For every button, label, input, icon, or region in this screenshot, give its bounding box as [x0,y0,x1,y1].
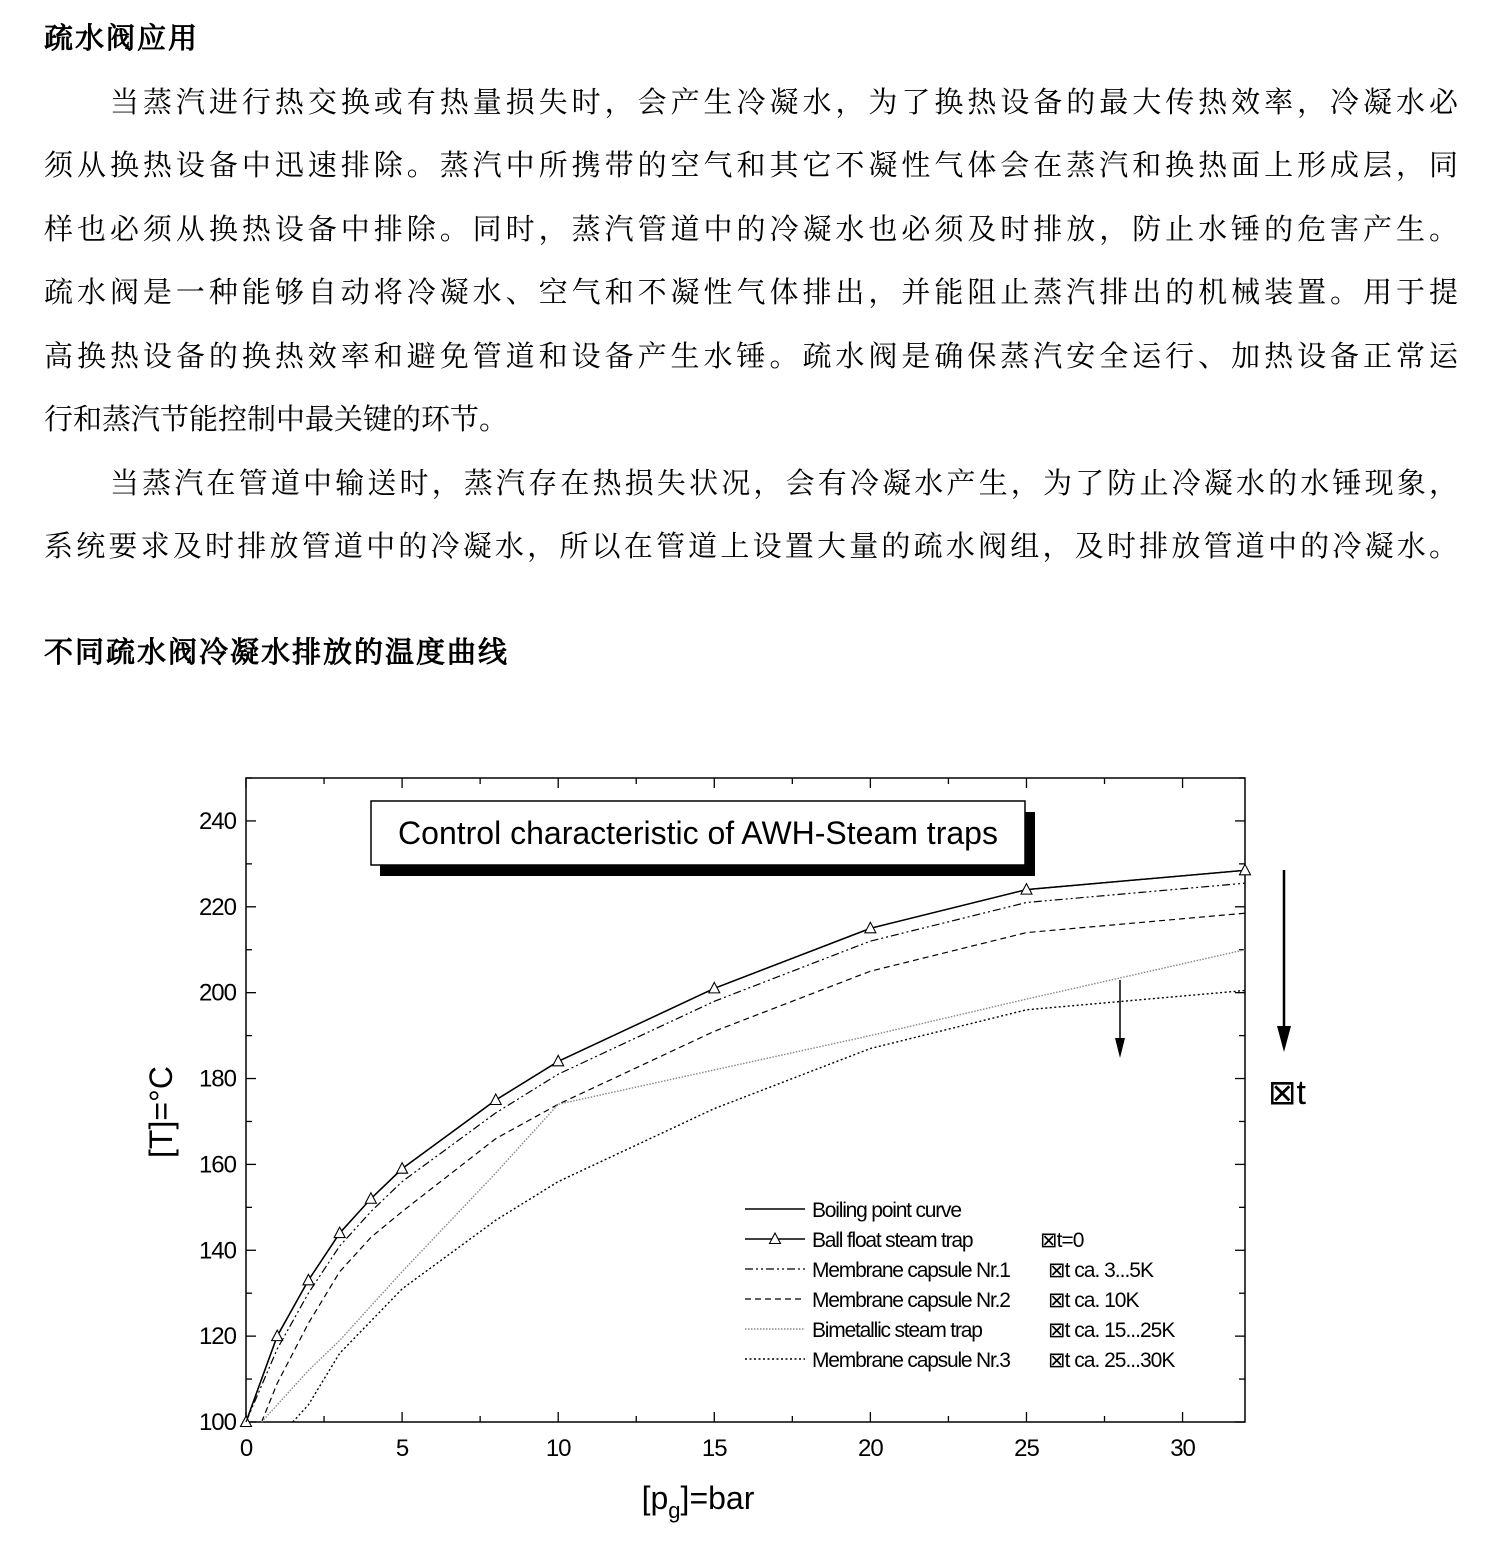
chart-arrows [1115,870,1306,1112]
triangle-marker-point [303,1274,314,1285]
legend-label-bimetallic-steam-trap: Bimetallic steam trap [812,1319,982,1342]
triangle-marker-point [397,1163,408,1174]
paragraph-line: 当蒸汽进行热交换或有热量损失时，会产生冷凝水，为了换热设备的最大传热效率，冷凝水必 [110,85,1458,119]
y-tick-label: 100 [198,1409,236,1436]
chart-title-box [371,801,1035,876]
y-tick-label: 180 [198,1065,236,1093]
chart-series [241,864,1251,1426]
y-axis-label: [T]=°C [143,1066,179,1158]
legend-note-membrane-capsule-nr-3: ⊠t ca. 25...30K [1048,1349,1175,1372]
legend-label-membrane-capsule-nr-2: Membrane capsule Nr.2 [812,1289,1010,1312]
delta-t-label: ⊠t [1268,1074,1306,1112]
y-tick-label: 240 [198,807,236,835]
small-arrow-head-icon [1115,1038,1125,1058]
x-tick-label: 5 [395,1435,409,1462]
x-tick-label: 20 [858,1435,883,1462]
paragraph-line: 行和蒸汽节能控制中最关键的环节。 [44,402,509,436]
triangle-marker-point [490,1094,501,1105]
y-tick-label: 200 [198,979,236,1007]
temperature-curve-chart [0,740,1500,1555]
paragraph-line: 当蒸汽在管道中输送时，蒸汽存在热损失状况，会有冷凝水产生，为了防止冷凝水的水锤现象， [110,466,1458,500]
triangle-marker-point [272,1330,283,1341]
series-line-membrane-capsule-nr-2 [262,913,1245,1422]
x-tick-label: 25 [1014,1435,1039,1462]
legend-label-boiling-point-curve: Boiling point curve [812,1199,961,1222]
legend-note-ball-float-steam-trap: ⊠t=0 [1040,1229,1084,1252]
legend-note-bimetallic-steam-trap: ⊠t ca. 15...25K [1048,1319,1175,1342]
x-tick-label: 0 [239,1435,253,1462]
y-tick-label: 140 [198,1237,236,1265]
y-tick-label: 220 [198,893,236,921]
x-axis-label: $[p_g]=bar$ [641,1480,755,1523]
legend-label-membrane-capsule-nr-1: Membrane capsule Nr.1 [812,1259,1010,1282]
paragraph-line: 样也必须从换热设备中排除。同时，蒸汽管道中的冷凝水也必须及时排放，防止水锤的危害产生。 [44,212,1458,246]
triangle-marker-point [1240,864,1251,875]
large-arrow-head-icon [1277,1026,1291,1052]
legend-label-membrane-capsule-nr-3: Membrane capsule Nr.3 [812,1349,1010,1372]
heading-temperature-curves: 不同疏水阀冷凝水排放的温度曲线 [44,635,510,669]
paragraph-line: 疏水阀是一种能够自动将冷凝水、空气和不凝性气体排出，并能阻止蒸汽排出的机械装置。用于提 [44,275,1458,309]
legend-label-ball-float-steam-trap: Ball float steam trap [812,1229,973,1252]
legend-note-membrane-capsule-nr-2: ⊠t ca. 10K [1048,1289,1139,1312]
chart-title: Control characteristic of AWH-Steam traps [398,815,998,851]
y-tick-label: 160 [198,1151,236,1179]
x-tick-label: 30 [1170,1435,1195,1462]
triangle-marker-point [553,1055,564,1066]
y-tick-label: 120 [198,1323,236,1351]
paragraph-line: 高换热设备的换热效率和避免管道和设备产生水锤。疏水阀是确保蒸汽安全运行、加热设备正常运 [44,339,1458,373]
x-tick-label: 15 [701,1435,727,1462]
legend-triangle-marker [770,1233,781,1244]
paragraph-line: 须从换热设备中迅速排除。蒸汽中所携带的空气和其它不凝性气体会在蒸汽和换热面上形成层，同 [44,148,1458,182]
heading-trap-application: 疏水阀应用 [44,21,200,55]
x-tick-label: 10 [545,1435,571,1462]
legend-note-membrane-capsule-nr-1: ⊠t ca. 3...5K [1048,1259,1153,1282]
paragraph-line: 系统要求及时排放管道中的冷凝水，所以在管道上设置大量的疏水阀组，及时排放管道中的冷凝水。 [44,529,1458,563]
chart-legend [745,1199,1175,1372]
